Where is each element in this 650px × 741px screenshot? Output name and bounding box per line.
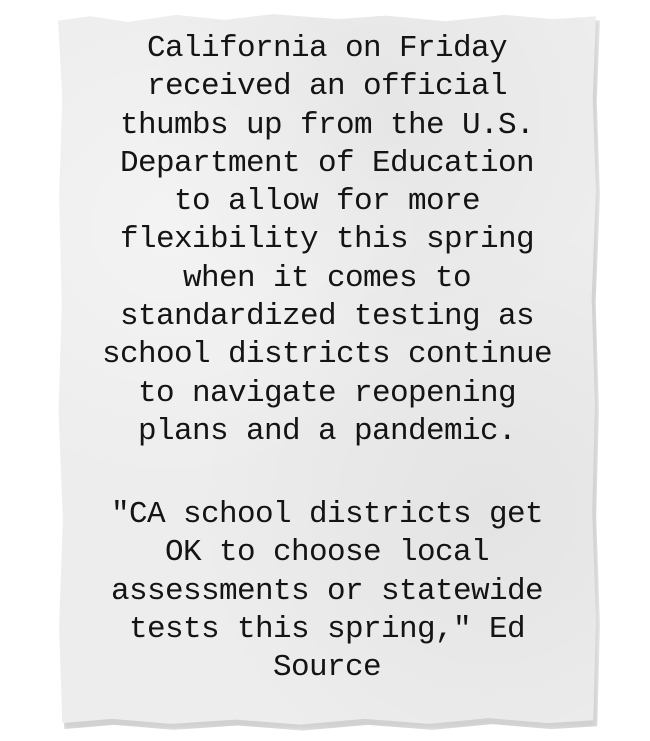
quote-line: California on Friday (146, 31, 508, 66)
quote-line: received an official (146, 69, 508, 105)
quote-line: standardized testing as (119, 299, 535, 335)
quote-line: Department of Education (119, 145, 535, 181)
quote-line: plans and a pandemic. (137, 413, 517, 449)
quote-line: thumbs up from the U.S. (119, 107, 535, 143)
quote-line: school districts continue (101, 337, 553, 373)
source-line: OK to choose local (164, 535, 490, 571)
source-attribution (58, 496, 596, 687)
quote-paragraph (58, 30, 596, 451)
quote-line: to allow for more (173, 184, 481, 220)
source-line: tests this spring," Ed (128, 611, 526, 647)
quote-line: when it comes to (182, 260, 472, 296)
source-line: assessments or statewide (110, 573, 544, 609)
quote-line: flexibility this spring (119, 222, 535, 258)
quote-line: to navigate reopening (137, 375, 517, 411)
source-line: Source (272, 650, 382, 686)
source-line: "CA school districts get (110, 497, 544, 532)
